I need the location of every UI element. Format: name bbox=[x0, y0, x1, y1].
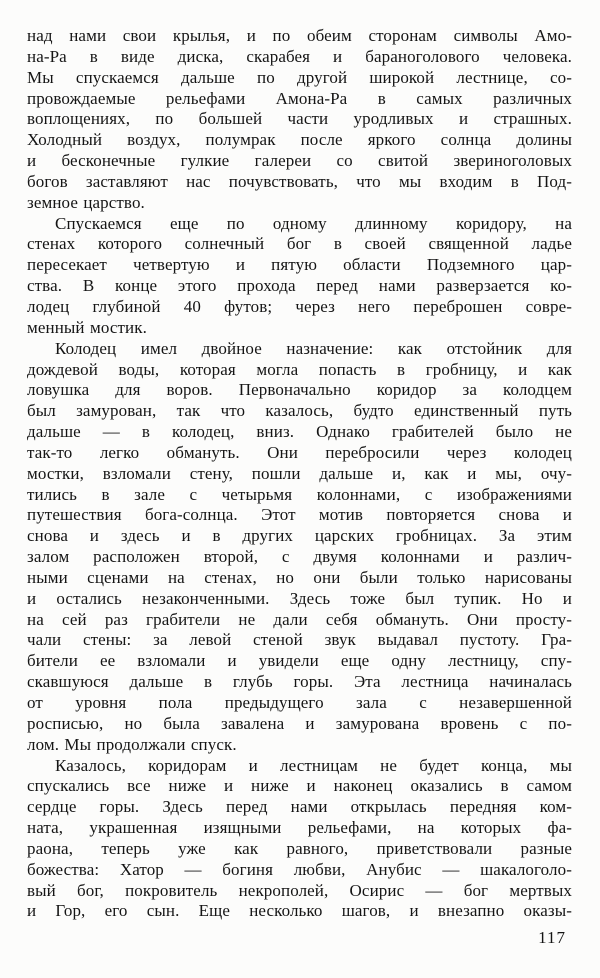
text-line: ства. В конце этого прохода перед нами разверзается ко- bbox=[27, 276, 572, 296]
text-line: дальше — в колодец, вниз. Однако грабителей было не bbox=[27, 422, 572, 442]
text-line: менный мостик. bbox=[27, 317, 147, 337]
text-line: путешествия бога-солнца. Этот мотив повторяется снова и bbox=[27, 505, 572, 525]
paragraph bbox=[27, 339, 572, 756]
text-line: росписью, но была завалена и замурована вровень с по- bbox=[27, 713, 572, 733]
text-line: Мы спускаемся дальше по другой широкой лестнице, со- bbox=[27, 67, 572, 87]
text-line: Колодец имел двойное назначение: как отстойник для bbox=[55, 338, 572, 358]
text-line: был замурован, так что казалось, будто единственный путь bbox=[27, 401, 572, 421]
text-line: лодец глубиной 40 футов; через него переброшен совре- bbox=[27, 296, 572, 316]
text-line: на сей раз грабители не дали себя обмануть. Они просту- bbox=[27, 609, 572, 629]
text-line: дождевой воды, которая могла попасть в гробницу, и как bbox=[27, 359, 572, 379]
text-line: воплощениях, по большей части уродливых и страшных. bbox=[27, 109, 572, 129]
body-text bbox=[27, 26, 572, 922]
text-line: Спускаемся еще по одному длинному коридору, на bbox=[55, 213, 572, 233]
text-line: раона, теперь уже как равного, приветствовали разные bbox=[27, 838, 572, 858]
text-line: ловушка для воров. Первоначально коридор за колодцем bbox=[27, 380, 572, 400]
text-line: чали стены: за левой стеной звук выдавал пустоту. Гра- bbox=[27, 630, 572, 650]
paragraph bbox=[27, 756, 572, 923]
text-line: богов заставляют нас почувствовать, что мы входим в Под- bbox=[27, 171, 572, 191]
text-line: от уровня пола предыдущего зала с незавершенной bbox=[27, 693, 572, 712]
text-line: тились в зале с четырьмя колоннами, с изображениями bbox=[27, 484, 572, 504]
text-line: над нами свои крылья, и по обеим сторонам символы Амо- bbox=[27, 26, 572, 45]
text-line: лом. Мы продолжали спуск. bbox=[27, 734, 237, 754]
paragraph bbox=[27, 214, 572, 339]
text-line: залом расположен второй, с двумя колоннами и различ- bbox=[27, 547, 572, 567]
text-line: земное царство. bbox=[27, 192, 145, 212]
text-line: провождаемые рельефами Амона-Ра в самых различных bbox=[27, 88, 572, 108]
text-line: пересекает четвертую и пятую области Подземного цар- bbox=[27, 255, 572, 275]
text-line: и остались незаконченными. Здесь тоже был тупик. Но и bbox=[27, 588, 572, 608]
text-line: и Гор, его сын. Еще несколько шагов, и внезапно оказы- bbox=[27, 901, 572, 921]
text-line: вый бог, покровитель некрополей, Осирис — бог мертвых bbox=[27, 880, 572, 900]
text-line: стенах которого солнечный бог в своей священной ладье bbox=[27, 234, 572, 254]
text-line: так-то легко обмануть. Они перебросили через колодец bbox=[27, 442, 572, 462]
text-line: снова и здесь и в других царских гробницах. За этим bbox=[27, 526, 572, 546]
paragraph bbox=[27, 26, 572, 214]
text-line: спускались все ниже и ниже и наконец оказались в самом bbox=[27, 776, 572, 796]
text-line: сердце горы. Здесь перед нами открылась передняя ком- bbox=[27, 797, 572, 817]
text-line: Казалось, коридорам и лестницам не будет конца, мы bbox=[55, 755, 572, 775]
text-line: божества: Хатор — богиня любви, Анубис — шакалоголо- bbox=[27, 859, 572, 879]
text-line: ната, украшенная изящными рельефами, на которых фа- bbox=[27, 818, 572, 838]
text-line: Холодный воздух, полумрак после яркого солнца долины bbox=[27, 130, 572, 150]
text-line: и бесконечные гулкие галереи со свитой звериноголовых bbox=[27, 151, 572, 171]
text-line: ными сценами на стенах, но они были только нарисованы bbox=[27, 567, 572, 587]
text-line: мостки, взломали стену, пошли дальше и, как и мы, очу- bbox=[27, 463, 572, 483]
text-line: бители ее взломали и увидели еще одну лестницу, спу- bbox=[27, 651, 572, 671]
page-number: 117 bbox=[538, 928, 566, 947]
text-line: скавшуюся дальше в глубь горы. Эта лестница начиналась bbox=[27, 672, 572, 692]
text-line: на-Ра в виде диска, скарабея и бараноголового человека. bbox=[27, 46, 572, 66]
